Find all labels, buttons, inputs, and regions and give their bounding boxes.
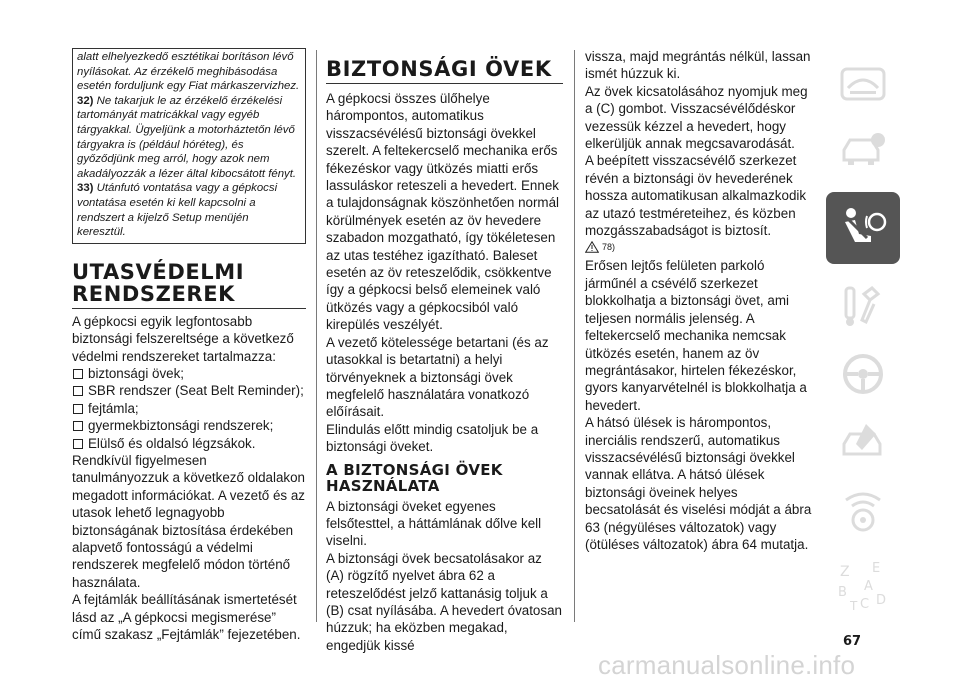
svg-text:B: B bbox=[838, 585, 847, 600]
subheading-seat-belt-use bbox=[326, 462, 563, 494]
paragraph: Elindulás előtt mindig csatoljuk be a biztonsági öveket. bbox=[326, 421, 539, 455]
paragraph: A hátsó ülések is hárompontos, inerciális rendszerű, automatikus visszacsévélésű biztonsági övekkel vannak ellátva. A hátsó ülések biztonsági öveinek helyes becsatolását és viselési módját a ábra 63 (négyüléses változatok) vagy (ötüléses változatok) ábra 64 mutatja. bbox=[585, 415, 812, 552]
list-item bbox=[72, 365, 306, 382]
warning-ref-number: 78) bbox=[602, 242, 616, 253]
section-heading-seat-belts: BIZTONSÁGI ÖVEK bbox=[326, 58, 563, 84]
list-item bbox=[72, 435, 306, 452]
multimedia-icon bbox=[838, 490, 888, 534]
paragraph: A vezető kötelessége betartani (és az utasokkal is betartatni) a helyi törvényeknek a biztonsági övek megfelelő használatára vonatkozó előírásait. bbox=[326, 334, 549, 420]
tab-safety-active[interactable] bbox=[826, 192, 900, 264]
list-item bbox=[72, 417, 306, 434]
svg-text:A: A bbox=[864, 579, 873, 594]
car-warning-icon bbox=[838, 130, 888, 170]
svg-text:Z: Z bbox=[840, 564, 850, 580]
tab-multimedia[interactable] bbox=[826, 480, 900, 543]
warning-triangle-icon bbox=[585, 241, 599, 253]
note-32 bbox=[77, 94, 300, 182]
bullet-square-icon bbox=[73, 421, 83, 431]
tab-emergency[interactable] bbox=[826, 342, 900, 405]
column-divider bbox=[574, 50, 575, 622]
steering-wheel-icon bbox=[838, 352, 888, 396]
note-33-number: 33) bbox=[77, 182, 94, 195]
tab-index[interactable] bbox=[826, 548, 900, 622]
note-32-number: 32) bbox=[77, 94, 94, 107]
safety-note-box bbox=[72, 48, 306, 244]
svg-text:D: D bbox=[876, 593, 887, 608]
seat-airbag-icon bbox=[837, 204, 889, 252]
car-dashboard-icon bbox=[838, 64, 888, 104]
tab-dashboard[interactable] bbox=[826, 52, 900, 115]
bullet-square-icon bbox=[73, 369, 83, 379]
paragraph: A beépített visszacsévélő szerkezet révén a biztonsági öv hevederének hossza automatikusan alkalmazkodik az utazó testméreteihez, és közben mozgásszabadságot is biztosít. bbox=[585, 153, 807, 239]
page-number: 67 bbox=[843, 634, 862, 649]
heading-line-1: UTASVÉDELMI bbox=[72, 259, 245, 284]
list-item-text: fejtámla; bbox=[88, 400, 139, 416]
svg-text:T: T bbox=[850, 599, 858, 613]
paragraph: A fejtámlák beállításának ismertetését lásd az „A gépkocsi megismerése” című szakasz „Fejtámlák” fejezetében. bbox=[72, 592, 301, 643]
list-item bbox=[72, 382, 306, 399]
intro-paragraph: A gépkocsi egyik legfontosabb biztonsági felszereltsége a következő védelmi rendszereket tartalmazza: bbox=[72, 313, 294, 364]
svg-text:E: E bbox=[872, 561, 881, 576]
list-item-text: biztonsági övek; bbox=[88, 365, 185, 381]
key-start-icon bbox=[838, 284, 888, 328]
section-heading-occupant-protection bbox=[72, 261, 306, 309]
bullet-square-icon bbox=[73, 404, 83, 414]
note-intro: alatt elhelyezkedő esztétikai borításon lévő nyílásokat. Az érzékelő meghibásodása esetén forduljunk egy Fiat márkaszervizhez. bbox=[77, 51, 300, 93]
index-letters-icon bbox=[834, 556, 892, 614]
paragraph: A gépkocsi összes ülőhelye hárompontos, automatikus visszacsévélésű biztonsági övekkel szerelt. A feltekercselő mechanika erős fékezéskor vagy ütközés miatti erős lassuláskor reteszeli a hevedert. Ennek a tulajdonságnak köszönhetően normál körülmények esetén az öv hevedere szabadon mozgatható, így tökéletesen az utas testéhez igazítható. Baleset esetén az öv reteszelődik, csökkentve így a gépkocsi belső elemeinek való ütközés vagy a gépkocsiból való kirepülés veszélyét. bbox=[326, 91, 560, 333]
right-column bbox=[585, 48, 815, 553]
tab-maintenance[interactable] bbox=[826, 410, 900, 473]
note-32-text: Ne takarjuk le az érzékelő érzékelési tartományát matricákkal vagy egyéb tárgyakkal. Ügyeljünk a motorháztetőn lévő tárgyakra is (például hóréteg), és győződjünk meg arról, hogy azok nem akadályozzák a lézer által kibocsátott fényt. bbox=[77, 94, 297, 180]
paragraph: A biztonsági övek becsatolásakor az (A) rögzítő nyelvet ábra 62 a reteszelődést jelző kattanásig toljuk a (B) csat nyílásába. A hevedert óvatosan húzzuk; ha eközben megakad, engedjük kissé bbox=[326, 550, 562, 653]
paragraph: Rendkívül figyelmesen tanulmányozzuk a következő oldalakon megadott információkat. A vezető és az utasok lehető legnagyobb biztonságának biztosítása érdekében alapvető fontosságú a védelmi rendszerek megfelelő módon történő használata. bbox=[72, 452, 305, 590]
paragraph: Az övek kicsatolásához nyomjuk meg a (C) gombot. Visszacsévélődéskor vezessük kézzel a hevedert, hogy elkerüljük annak megcsavarodását. bbox=[585, 83, 808, 152]
watermark: carmanualsonline.info bbox=[598, 650, 856, 680]
paragraph: A biztonsági öveket egyenes felsőtesttel, a háttámlának dőlve kell viselni. bbox=[326, 498, 542, 549]
list-item-text: gyermekbiztonsági rendszerek; bbox=[88, 418, 274, 434]
list-item-text: SBR rendszer (Seat Belt Reminder); bbox=[88, 383, 304, 399]
left-column bbox=[72, 48, 306, 643]
tab-warnings[interactable] bbox=[826, 118, 900, 181]
list-item bbox=[72, 400, 306, 417]
svg-text:C: C bbox=[860, 597, 870, 612]
bullet-square-icon bbox=[73, 386, 83, 396]
heading-line-2: RENDSZEREK bbox=[72, 281, 236, 306]
wrench-car-icon bbox=[838, 420, 888, 464]
subheading-line-1: A BIZTONSÁGI ÖVEK bbox=[326, 460, 503, 479]
tab-starting-driving[interactable] bbox=[826, 274, 900, 337]
chapter-tab-sidebar bbox=[826, 52, 900, 622]
paragraph: Erősen lejtős felületen parkoló járműnél a csévélő szerkezet blokkolhatja a biztonsági övet, ami teljesen normális jelenség. A feltekercselő mechanika nemcsak ütközés esetén, hanem az öv megrántásakor, hirtelen fékezéskor, gyors kanyarvételnél is blokkolhatja a hevedert. bbox=[585, 258, 807, 413]
note-33-text: Utánfutó vontatása vagy a gépkocsi vontatása esetén ki kell kapcsolni a rendszert a kijelző Setup menüjén keresztül. bbox=[77, 182, 278, 239]
bullet-square-icon bbox=[73, 439, 83, 449]
column-divider bbox=[316, 50, 317, 622]
warning-reference bbox=[585, 241, 815, 253]
subheading-line-2: HASZNÁLATA bbox=[326, 476, 440, 495]
paragraph: vissza, majd megrántás nélkül, lassan ismét húzzuk ki. bbox=[585, 49, 811, 82]
middle-column bbox=[326, 58, 563, 654]
list-item-text: Elülső és oldalsó légzsákok. bbox=[88, 435, 256, 451]
note-33 bbox=[77, 181, 300, 239]
